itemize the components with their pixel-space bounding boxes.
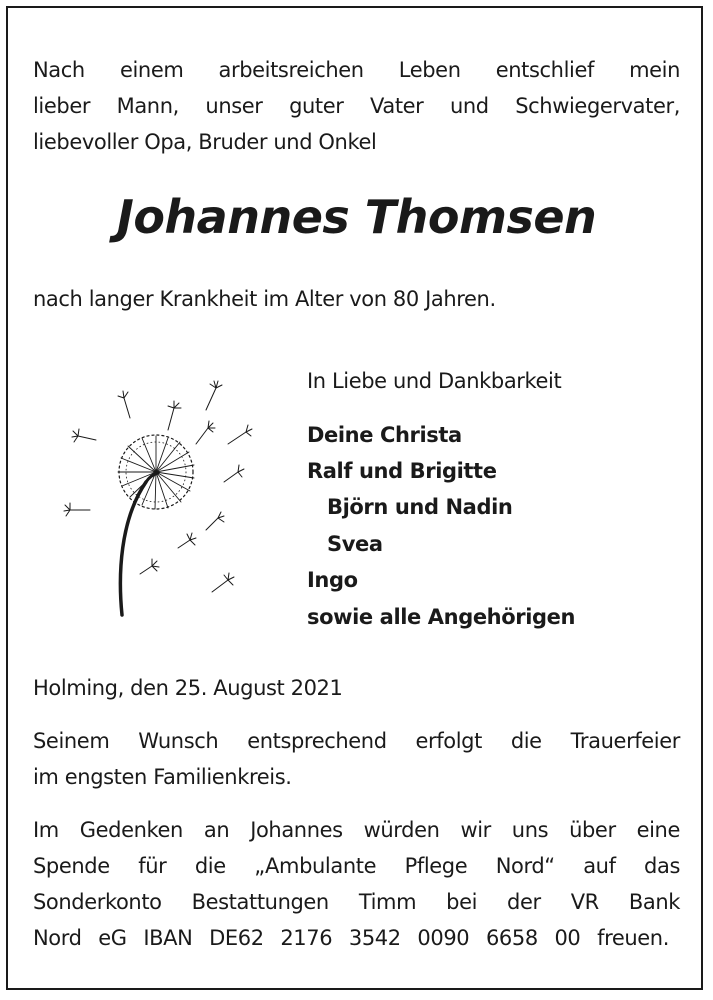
donation-note-line-1: Im Gedenken an Johannes würden wir uns über eine xyxy=(33,818,680,842)
donation-note-line-4: Nord eG IBAN DE62 2176 3542 0090 6658 00 freuen. xyxy=(33,926,669,950)
place-date: Holming, den 25. August 2021 xyxy=(33,676,343,700)
mourner-name: Björn und Nadin xyxy=(327,495,513,519)
donation-note-line-2: Spende für die „Ambulante Pflege Nord“ auf das xyxy=(33,854,680,878)
intro-line-2: lieber Mann, unser guter Vater und Schwiegervater, xyxy=(33,94,680,118)
intro-line-3: liebevoller Opa, Bruder und Onkel xyxy=(33,130,377,154)
age-line: nach langer Krankheit im Alter von 80 Jahren. xyxy=(33,287,496,311)
funeral-note-line-1: Seinem Wunsch entsprechend erfolgt die Trauerfeier xyxy=(33,729,680,753)
mourner-name: Ralf und Brigitte xyxy=(307,459,497,483)
dandelion-icon xyxy=(56,370,266,620)
mourner-name: sowie alle Angehörigen xyxy=(307,605,576,629)
mourner-name: Deine Christa xyxy=(307,423,462,447)
intro-line-1: Nach einem arbeitsreichen Leben entschlief mein xyxy=(33,58,680,82)
deceased-name: Johannes Thomsen xyxy=(116,190,597,244)
funeral-note-line-2: im engsten Familienkreis. xyxy=(33,765,292,789)
mourners-heading: In Liebe und Dankbarkeit xyxy=(307,369,562,393)
donation-note-line-3: Sonderkonto Bestattungen Timm bei der VR Bank xyxy=(33,890,680,914)
mourner-name: Ingo xyxy=(307,568,358,592)
mourner-name: Svea xyxy=(327,532,383,556)
